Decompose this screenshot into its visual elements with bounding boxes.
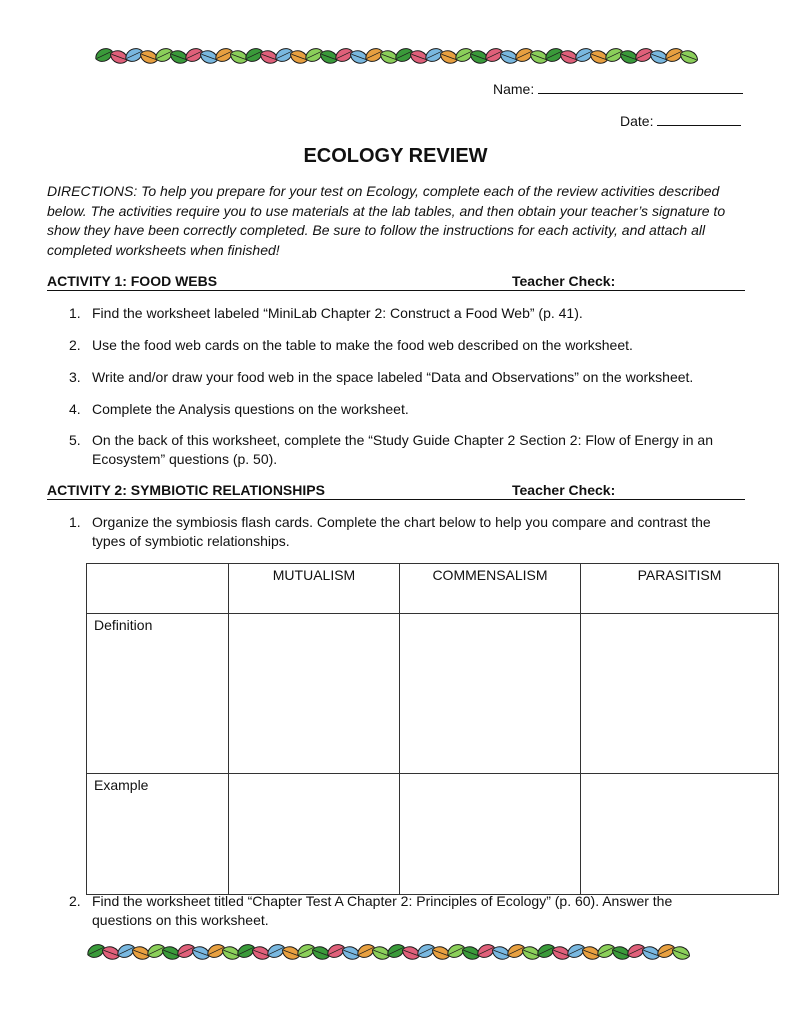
activity2-heading (47, 482, 745, 500)
cell-commensalism-definition[interactable] (400, 614, 581, 774)
chart-corner-cell (87, 564, 229, 614)
activity1-title: ACTIVITY 1: FOOD WEBS (47, 273, 218, 289)
date-field[interactable] (620, 113, 741, 129)
directions-text: DIRECTIONS: To help you prepare for your test on Ecology, complete each of the review activities described below. The activities require you to use materials at the lab tables, and then obtain your teacher’s signature to show they have been correctly completed. Be sure to follow the instructions for each activity, and attach all completed worksheets when finished! (47, 183, 726, 258)
name-label: Name: (493, 81, 535, 97)
chart-header-row (87, 564, 779, 614)
table-row (87, 774, 779, 895)
cell-mutualism-definition[interactable] (229, 614, 400, 774)
row-label-example: Example (87, 774, 229, 895)
date-line[interactable] (657, 125, 741, 126)
page-title: ECOLOGY REVIEW (303, 145, 488, 167)
col-header-commensalism: COMMENSALISM (400, 564, 581, 614)
name-line[interactable] (538, 93, 743, 94)
cell-parasitism-definition[interactable] (581, 614, 779, 774)
name-field[interactable] (493, 81, 743, 97)
activity2-teacher-check: Teacher Check: (512, 482, 616, 498)
activity2-title: ACTIVITY 2: SYMBIOTIC RELATIONSHIPS (47, 482, 325, 498)
cell-commensalism-example[interactable] (400, 774, 581, 895)
date-label: Date: (620, 113, 654, 129)
top-leaf-border (0, 44, 791, 68)
col-header-parasitism: PARASITISM (581, 564, 779, 614)
cell-parasitism-example[interactable] (581, 774, 779, 895)
row-label-definition: Definition (87, 614, 229, 774)
symbiosis-chart (86, 563, 779, 895)
table-row (87, 614, 779, 774)
cell-mutualism-example[interactable] (229, 774, 400, 895)
bottom-leaf-border (0, 940, 791, 964)
col-header-mutualism: MUTUALISM (229, 564, 400, 614)
activity1-heading (47, 273, 745, 291)
activity1-teacher-check: Teacher Check: (512, 273, 616, 289)
